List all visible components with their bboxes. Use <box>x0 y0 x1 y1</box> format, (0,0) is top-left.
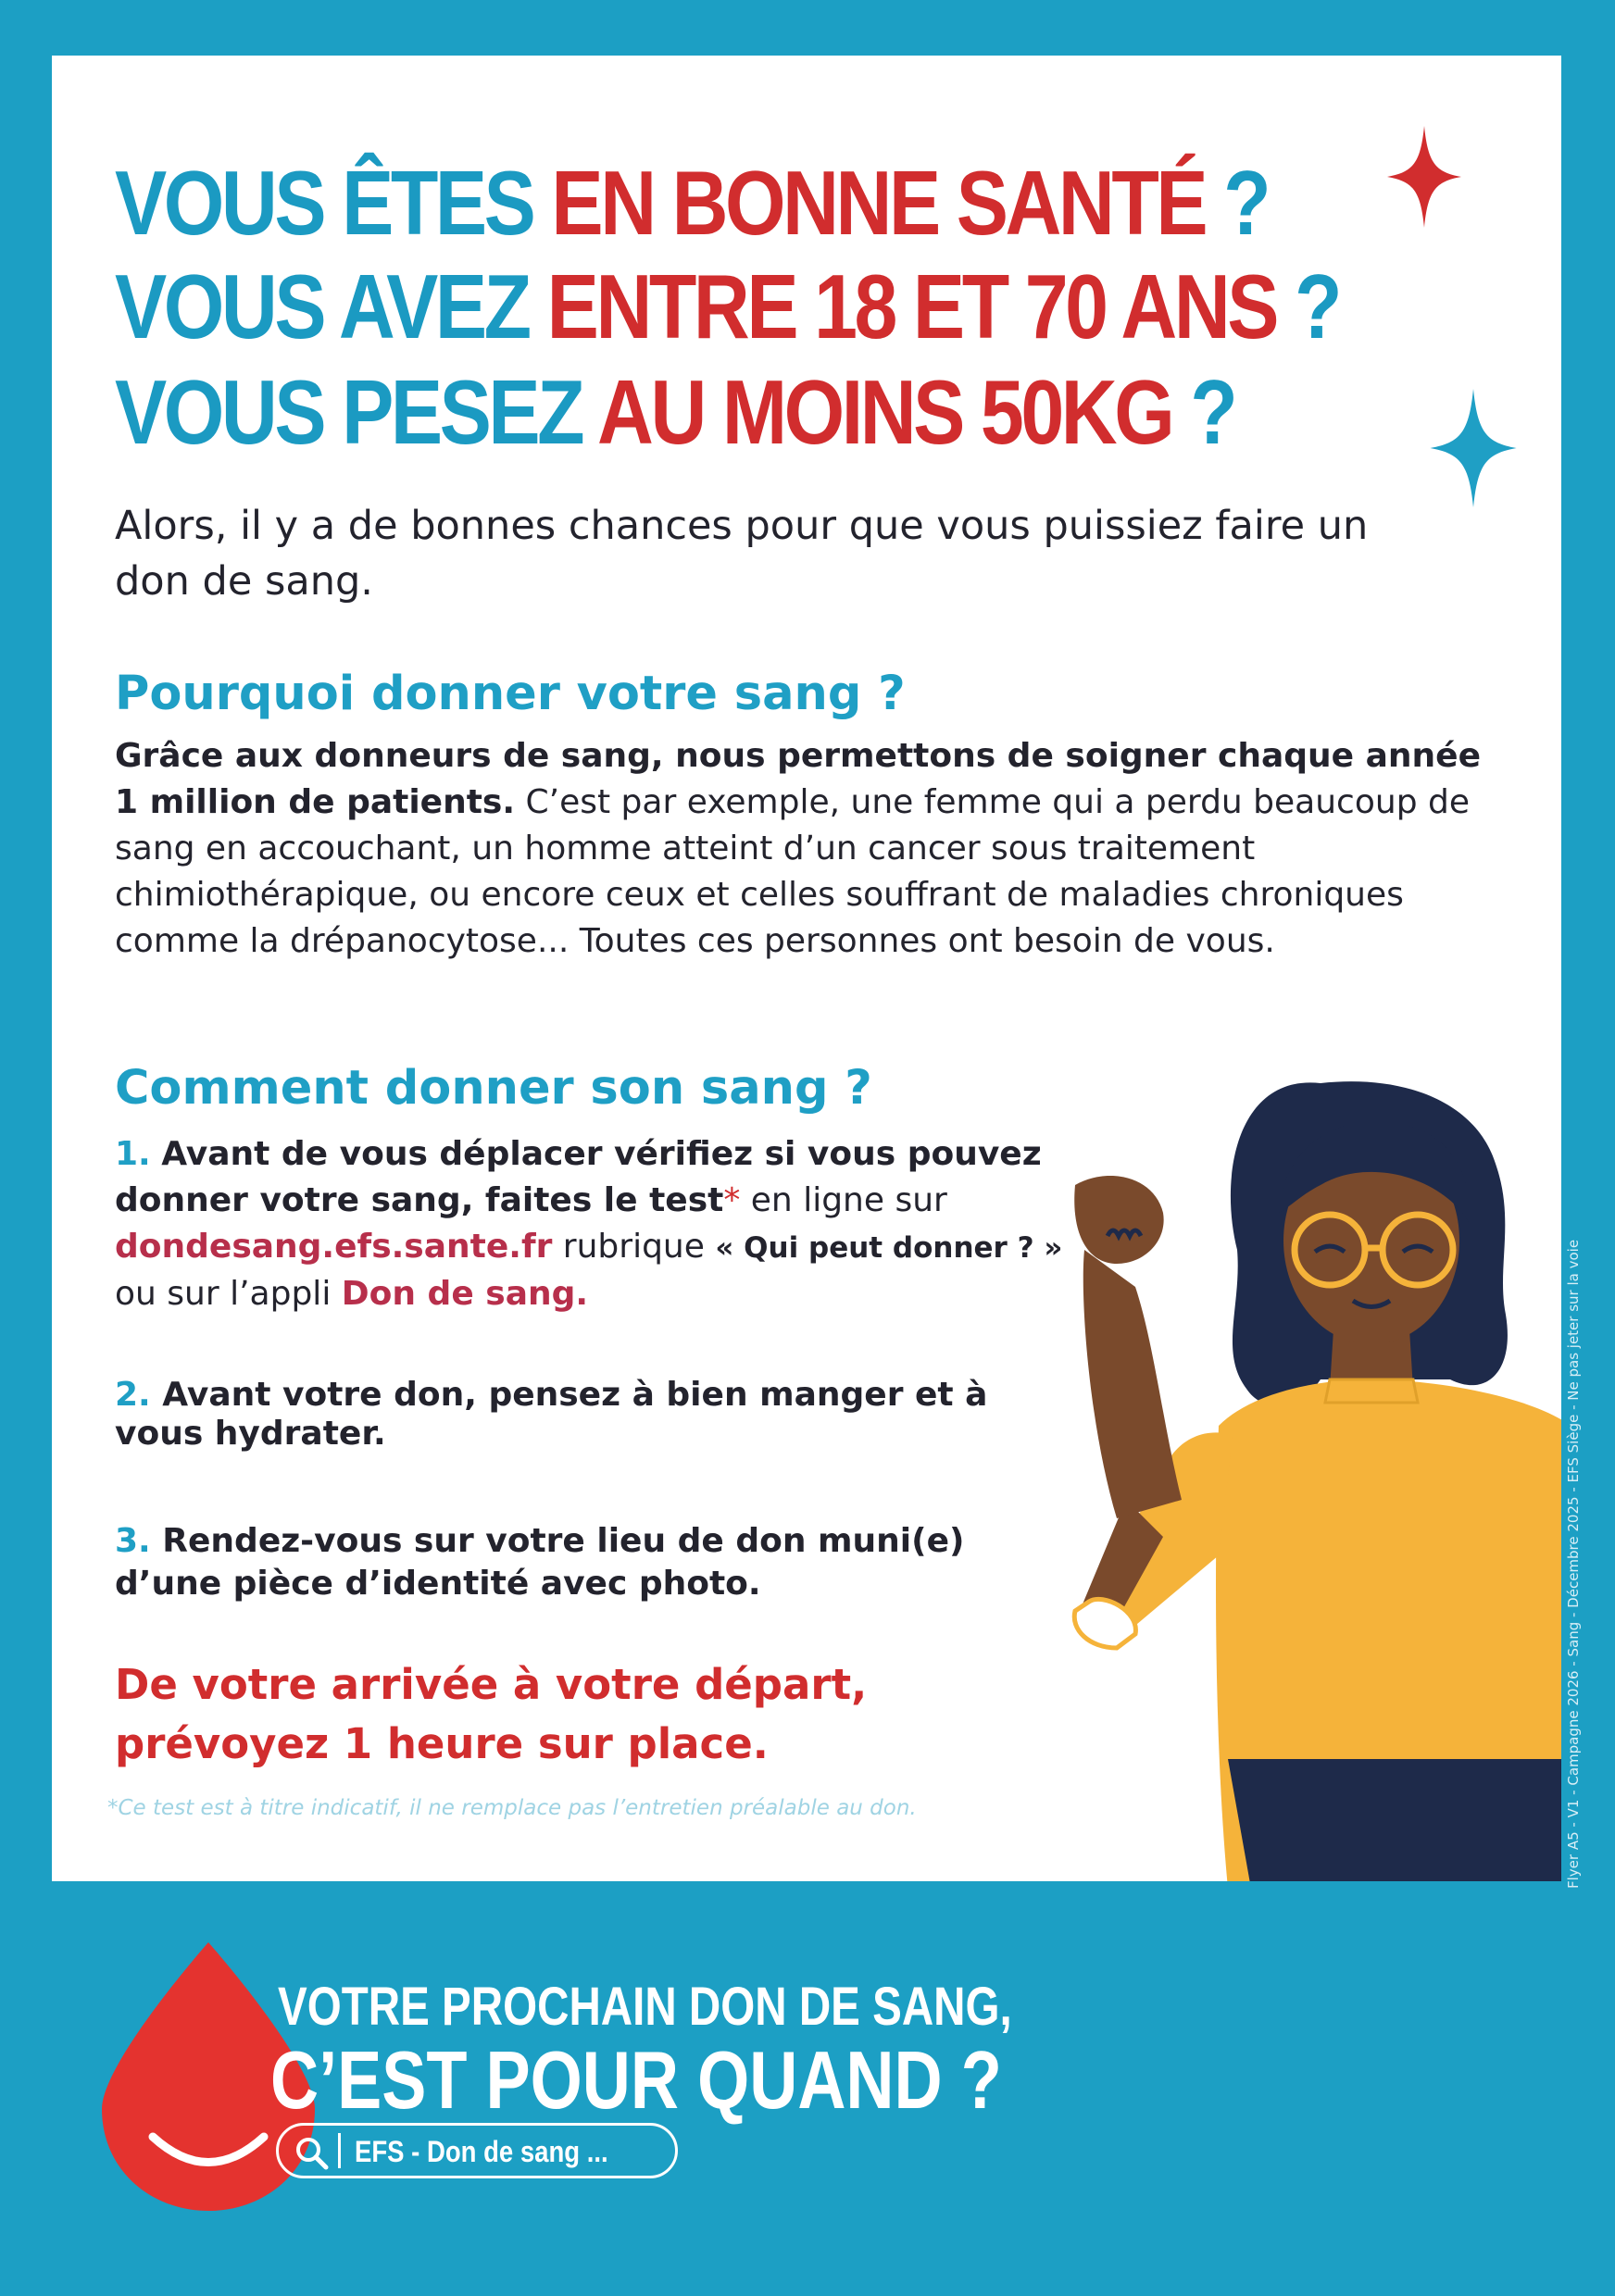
website-link[interactable]: dondesang.efs.sante.fr <box>115 1228 553 1266</box>
step-3 <box>115 1520 1041 1605</box>
step-3-number: 3. <box>115 1522 151 1560</box>
headline-1-red: EN BONNE SANTÉ <box>551 152 1206 254</box>
footnote: *Ce test est à titre indicatif, il ne remplace pas l’entretien préalable au don. <box>107 1796 917 1820</box>
headline-1-question: ? <box>1205 152 1269 254</box>
app-name: Don de sang. <box>341 1275 589 1313</box>
duration-note-line-2: prévoyez 1 heure sur place. <box>115 1719 769 1768</box>
step-1-text-c: ou sur l’appli <box>115 1275 342 1313</box>
search-label: EFS - Don de sang ... <box>355 2135 608 2168</box>
step-3-text: Rendez-vous sur votre lieu de don muni(e) d’une pièce d’identité avec photo. <box>115 1522 965 1603</box>
step-2 <box>115 1376 1041 1454</box>
intro-text: Alors, il y a de bonnes chances pour que vous puissiez faire un don de sang. <box>115 503 1369 605</box>
step-2-text: Avant votre don, pensez à bien manger et à vous hydrater. <box>115 1376 988 1453</box>
step-1 <box>115 1131 1096 1317</box>
how-title: Comment donner son sang ? <box>115 1061 872 1116</box>
headline-line-2 <box>115 256 1340 357</box>
duration-note-line-1: De votre arrivée à votre départ, <box>115 1660 868 1709</box>
red-sparkle-icon <box>1387 126 1461 228</box>
blue-sparkle-icon <box>1428 389 1519 507</box>
rubric-label: « Qui peut donner ? » <box>715 1231 1063 1265</box>
headline-2-blue: VOUS AVEZ <box>115 256 547 357</box>
headline-2-question: ? <box>1276 256 1340 357</box>
content-card <box>52 56 1561 1881</box>
search-bar[interactable] <box>276 2123 678 2178</box>
headline-3-question: ? <box>1171 361 1235 463</box>
headline-line-1 <box>115 152 1269 254</box>
why-paragraph <box>115 733 1504 965</box>
step-1-text-b: rubrique <box>552 1228 716 1266</box>
search-separator <box>338 2133 341 2168</box>
why-title: Pourquoi donner votre sang ? <box>115 667 906 721</box>
headline-1-blue: VOUS ÊTES <box>115 152 552 254</box>
step-1-asterisk: * <box>723 1181 741 1219</box>
banner-line-2: C’EST POUR QUAND ? <box>270 2034 1002 2126</box>
step-2-number: 2. <box>115 1376 151 1414</box>
search-icon <box>294 2135 331 2172</box>
step-1-bold: Avant de vous déplacer vérifiez si vous pouvez donner votre sang, faites le test <box>115 1135 1042 1219</box>
woman-illustration <box>1052 1037 1561 1881</box>
why-bold: Grâce aux donneurs de sang, nous permettons de soigner chaque année 1 million de patients. <box>115 737 1481 821</box>
headline-2-red: ENTRE 18 ET 70 ANS <box>546 256 1277 357</box>
banner-line-1: VOTRE PROCHAIN DON DE SANG, <box>278 1977 1012 2037</box>
headline-line-3 <box>115 361 1235 463</box>
step-1-text-a: en ligne sur <box>740 1181 947 1219</box>
headline-3-blue: VOUS PESEZ <box>115 361 598 463</box>
print-reference: Flyer A5 - V1 - Campagne 2026 - Sang - Décembre 2025 - EFS Siège - Ne pas jeter sur la voie <box>1565 1239 1582 1889</box>
step-1-number: 1. <box>115 1135 151 1173</box>
why-text: C’est par exemple, une femme qui a perdu beaucoup de sang en accouchant, un homme atteint d’un cancer sous traitement chimiothérapique, ou encore ceux et celles souffrant de maladies chroniques comme la drépanocytose... Toutes ces personnes ont besoin de vous. <box>115 783 1470 960</box>
headline-3-red: AU MOINS 50KG <box>597 361 1172 463</box>
duration-note <box>115 1655 867 1774</box>
